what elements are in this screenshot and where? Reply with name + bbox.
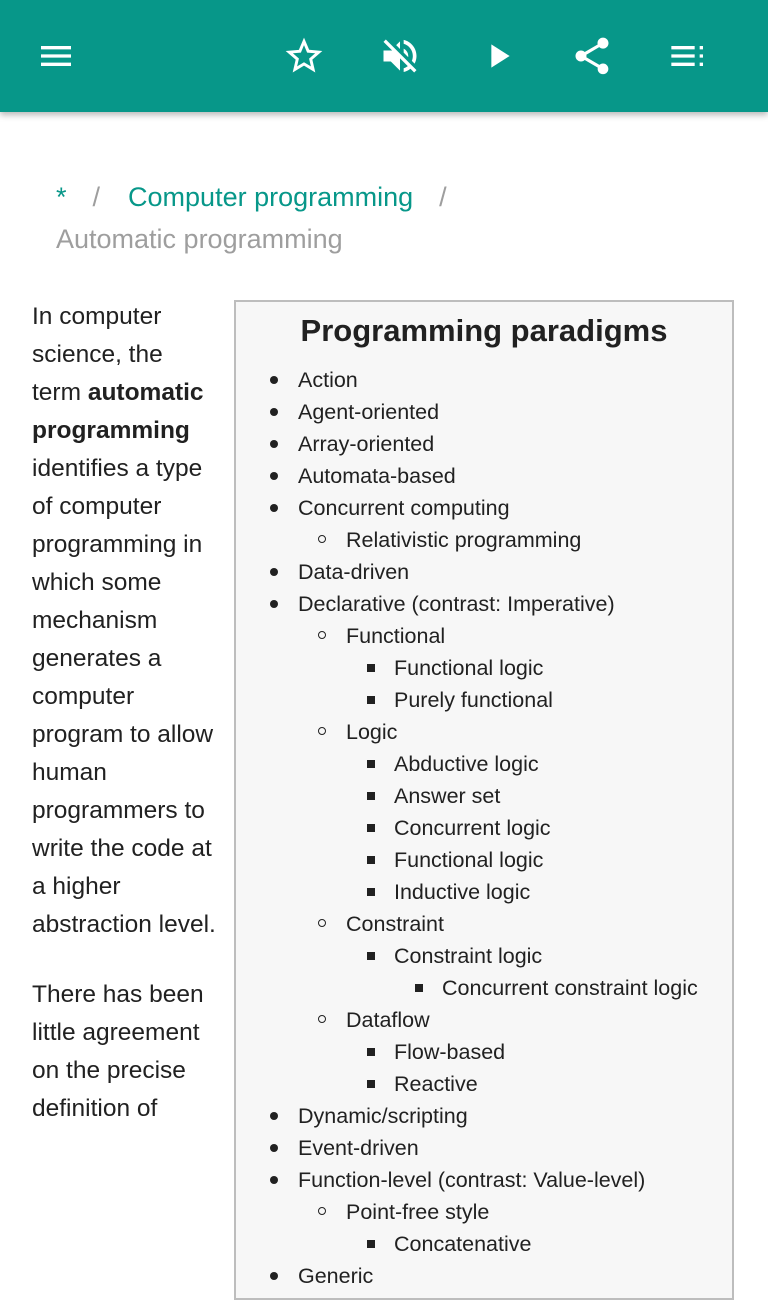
square-bullet-icon bbox=[367, 952, 375, 960]
circle-bullet-icon bbox=[318, 727, 326, 735]
paradigm-list-item[interactable] bbox=[236, 620, 732, 652]
circle-bullet-icon bbox=[318, 1207, 326, 1215]
disc-bullet-icon bbox=[270, 1176, 278, 1184]
paradigm-list-item[interactable] bbox=[236, 1036, 732, 1068]
paradigm-label: Concurrent logic bbox=[394, 816, 551, 840]
star-outline-icon bbox=[282, 34, 326, 78]
disc-bullet-icon bbox=[270, 440, 278, 448]
square-bullet-icon bbox=[367, 888, 375, 896]
paradigm-label: Dynamic/scripting bbox=[298, 1104, 468, 1128]
paradigm-label: Constraint bbox=[346, 912, 444, 936]
paradigm-list-item[interactable] bbox=[236, 1068, 732, 1100]
disc-bullet-icon bbox=[270, 408, 278, 416]
paradigm-label: Functional bbox=[346, 624, 446, 648]
share-icon bbox=[570, 34, 614, 78]
square-bullet-icon bbox=[367, 760, 375, 768]
square-bullet-icon bbox=[367, 1240, 375, 1248]
paradigm-label: Declarative (contrast: Imperative) bbox=[298, 592, 615, 616]
disc-bullet-icon bbox=[270, 1272, 278, 1280]
contents-button[interactable] bbox=[656, 24, 720, 88]
paradigms-infobox bbox=[234, 300, 734, 1300]
paradigm-label: Concurrent computing bbox=[298, 496, 510, 520]
playlist-icon bbox=[668, 36, 708, 76]
paradigm-list-item[interactable] bbox=[236, 1260, 732, 1292]
paradigm-list-item[interactable] bbox=[236, 460, 732, 492]
paradigm-label: Dataflow bbox=[346, 1008, 430, 1032]
paradigm-label: Functional logic bbox=[394, 656, 544, 680]
paradigm-label: Action bbox=[298, 368, 358, 392]
paragraph-text: identifies a type of computer programming in which some mechanism generates a computer program to allow human programmers to write the code at a higher abstraction level. bbox=[32, 455, 216, 938]
paradigm-label: Relativistic programming bbox=[346, 528, 582, 552]
paradigm-label: Purely functional bbox=[394, 688, 553, 712]
disc-bullet-icon bbox=[270, 504, 278, 512]
paradigm-label: Logic bbox=[346, 720, 398, 744]
paradigm-list-item[interactable] bbox=[236, 428, 732, 460]
paradigm-label: Concatenative bbox=[394, 1232, 532, 1256]
menu-button[interactable] bbox=[24, 24, 88, 88]
paradigm-label: Agent-oriented bbox=[298, 400, 440, 424]
volume-off-icon bbox=[378, 34, 422, 78]
paradigm-label: Reactive bbox=[394, 1072, 478, 1096]
paradigm-label: Data-driven bbox=[298, 560, 410, 584]
circle-bullet-icon bbox=[318, 919, 326, 927]
circle-bullet-icon bbox=[318, 631, 326, 639]
square-bullet-icon bbox=[415, 984, 423, 992]
play-button[interactable] bbox=[466, 24, 530, 88]
disc-bullet-icon bbox=[270, 600, 278, 608]
paradigm-label: Answer set bbox=[394, 784, 501, 808]
breadcrumb-parent-link[interactable]: Computer programming bbox=[128, 182, 414, 212]
article-paragraph: There has been little agreement on the precise definition of bbox=[32, 981, 204, 1122]
paradigm-list-item[interactable] bbox=[236, 1132, 732, 1164]
breadcrumb-current: Automatic programming bbox=[56, 224, 343, 254]
paradigm-label: Constraint logic bbox=[394, 944, 543, 968]
paradigm-label: Generic bbox=[298, 1264, 374, 1288]
circle-bullet-icon bbox=[318, 1015, 326, 1023]
paradigm-list-item[interactable] bbox=[236, 1164, 732, 1196]
breadcrumb-home-link[interactable]: * bbox=[56, 182, 67, 212]
square-bullet-icon bbox=[367, 1080, 375, 1088]
paradigm-list-item[interactable] bbox=[236, 908, 732, 940]
paradigm-list-item[interactable] bbox=[236, 972, 732, 1004]
breadcrumb bbox=[56, 176, 736, 260]
paradigm-label: Array-oriented bbox=[298, 432, 435, 456]
paradigm-list bbox=[236, 364, 732, 1292]
disc-bullet-icon bbox=[270, 376, 278, 384]
paradigm-label: Concurrent constraint logic bbox=[442, 976, 698, 1000]
square-bullet-icon bbox=[367, 824, 375, 832]
square-bullet-icon bbox=[367, 664, 375, 672]
paradigm-list-item[interactable] bbox=[236, 1228, 732, 1260]
paradigm-list-item[interactable] bbox=[236, 812, 732, 844]
paradigm-list-item[interactable] bbox=[236, 556, 732, 588]
breadcrumb-separator: / bbox=[439, 182, 447, 212]
square-bullet-icon bbox=[367, 696, 375, 704]
circle-bullet-icon bbox=[318, 535, 326, 543]
paradigm-label: Point-free style bbox=[346, 1200, 490, 1224]
disc-bullet-icon bbox=[270, 568, 278, 576]
paradigm-label: Abductive logic bbox=[394, 752, 539, 776]
menu-icon bbox=[36, 36, 76, 76]
paradigm-list-item[interactable] bbox=[236, 492, 732, 524]
paradigm-label: Inductive logic bbox=[394, 880, 531, 904]
square-bullet-icon bbox=[367, 792, 375, 800]
paradigm-list-item[interactable] bbox=[236, 844, 732, 876]
article-paragraph bbox=[32, 298, 218, 944]
infobox-title: Programming paradigms bbox=[300, 313, 668, 348]
paradigm-list-item[interactable] bbox=[236, 364, 732, 396]
paradigm-list-item[interactable] bbox=[236, 876, 732, 908]
breadcrumb-separator: / bbox=[92, 182, 101, 212]
paradigm-list-item[interactable] bbox=[236, 716, 732, 748]
paradigm-list-item[interactable] bbox=[236, 1100, 732, 1132]
paradigm-label: Automata-based bbox=[298, 464, 456, 488]
paradigm-list-item[interactable] bbox=[236, 588, 732, 620]
paradigm-list-item[interactable] bbox=[236, 396, 732, 428]
play-icon bbox=[478, 36, 518, 76]
paradigm-list-item[interactable] bbox=[236, 1004, 732, 1036]
paradigm-list-item[interactable] bbox=[236, 652, 732, 684]
paradigm-list-item[interactable] bbox=[236, 1196, 732, 1228]
disc-bullet-icon bbox=[270, 1112, 278, 1120]
bookmark-button[interactable] bbox=[272, 24, 336, 88]
paradigm-list-item[interactable] bbox=[236, 940, 732, 972]
paragraph-text: In computer science, the term bbox=[32, 303, 163, 406]
app-toolbar bbox=[0, 0, 768, 112]
square-bullet-icon bbox=[367, 856, 375, 864]
paradigm-label: Function-level (contrast: Value-level) bbox=[298, 1168, 646, 1192]
square-bullet-icon bbox=[367, 1048, 375, 1056]
share-button[interactable] bbox=[560, 24, 624, 88]
paradigm-list-item[interactable] bbox=[236, 524, 732, 556]
paradigm-list-item[interactable] bbox=[236, 684, 732, 716]
disc-bullet-icon bbox=[270, 1144, 278, 1152]
paradigm-label: Event-driven bbox=[298, 1136, 419, 1160]
paradigm-list-item[interactable] bbox=[236, 748, 732, 780]
mute-button[interactable] bbox=[368, 24, 432, 88]
disc-bullet-icon bbox=[270, 472, 278, 480]
article-body bbox=[32, 298, 218, 1160]
paradigm-list-item[interactable] bbox=[236, 780, 732, 812]
bold-term: automatic programming bbox=[32, 379, 204, 444]
paradigm-label: Flow-based bbox=[394, 1040, 506, 1064]
paradigm-label: Functional logic bbox=[394, 848, 544, 872]
